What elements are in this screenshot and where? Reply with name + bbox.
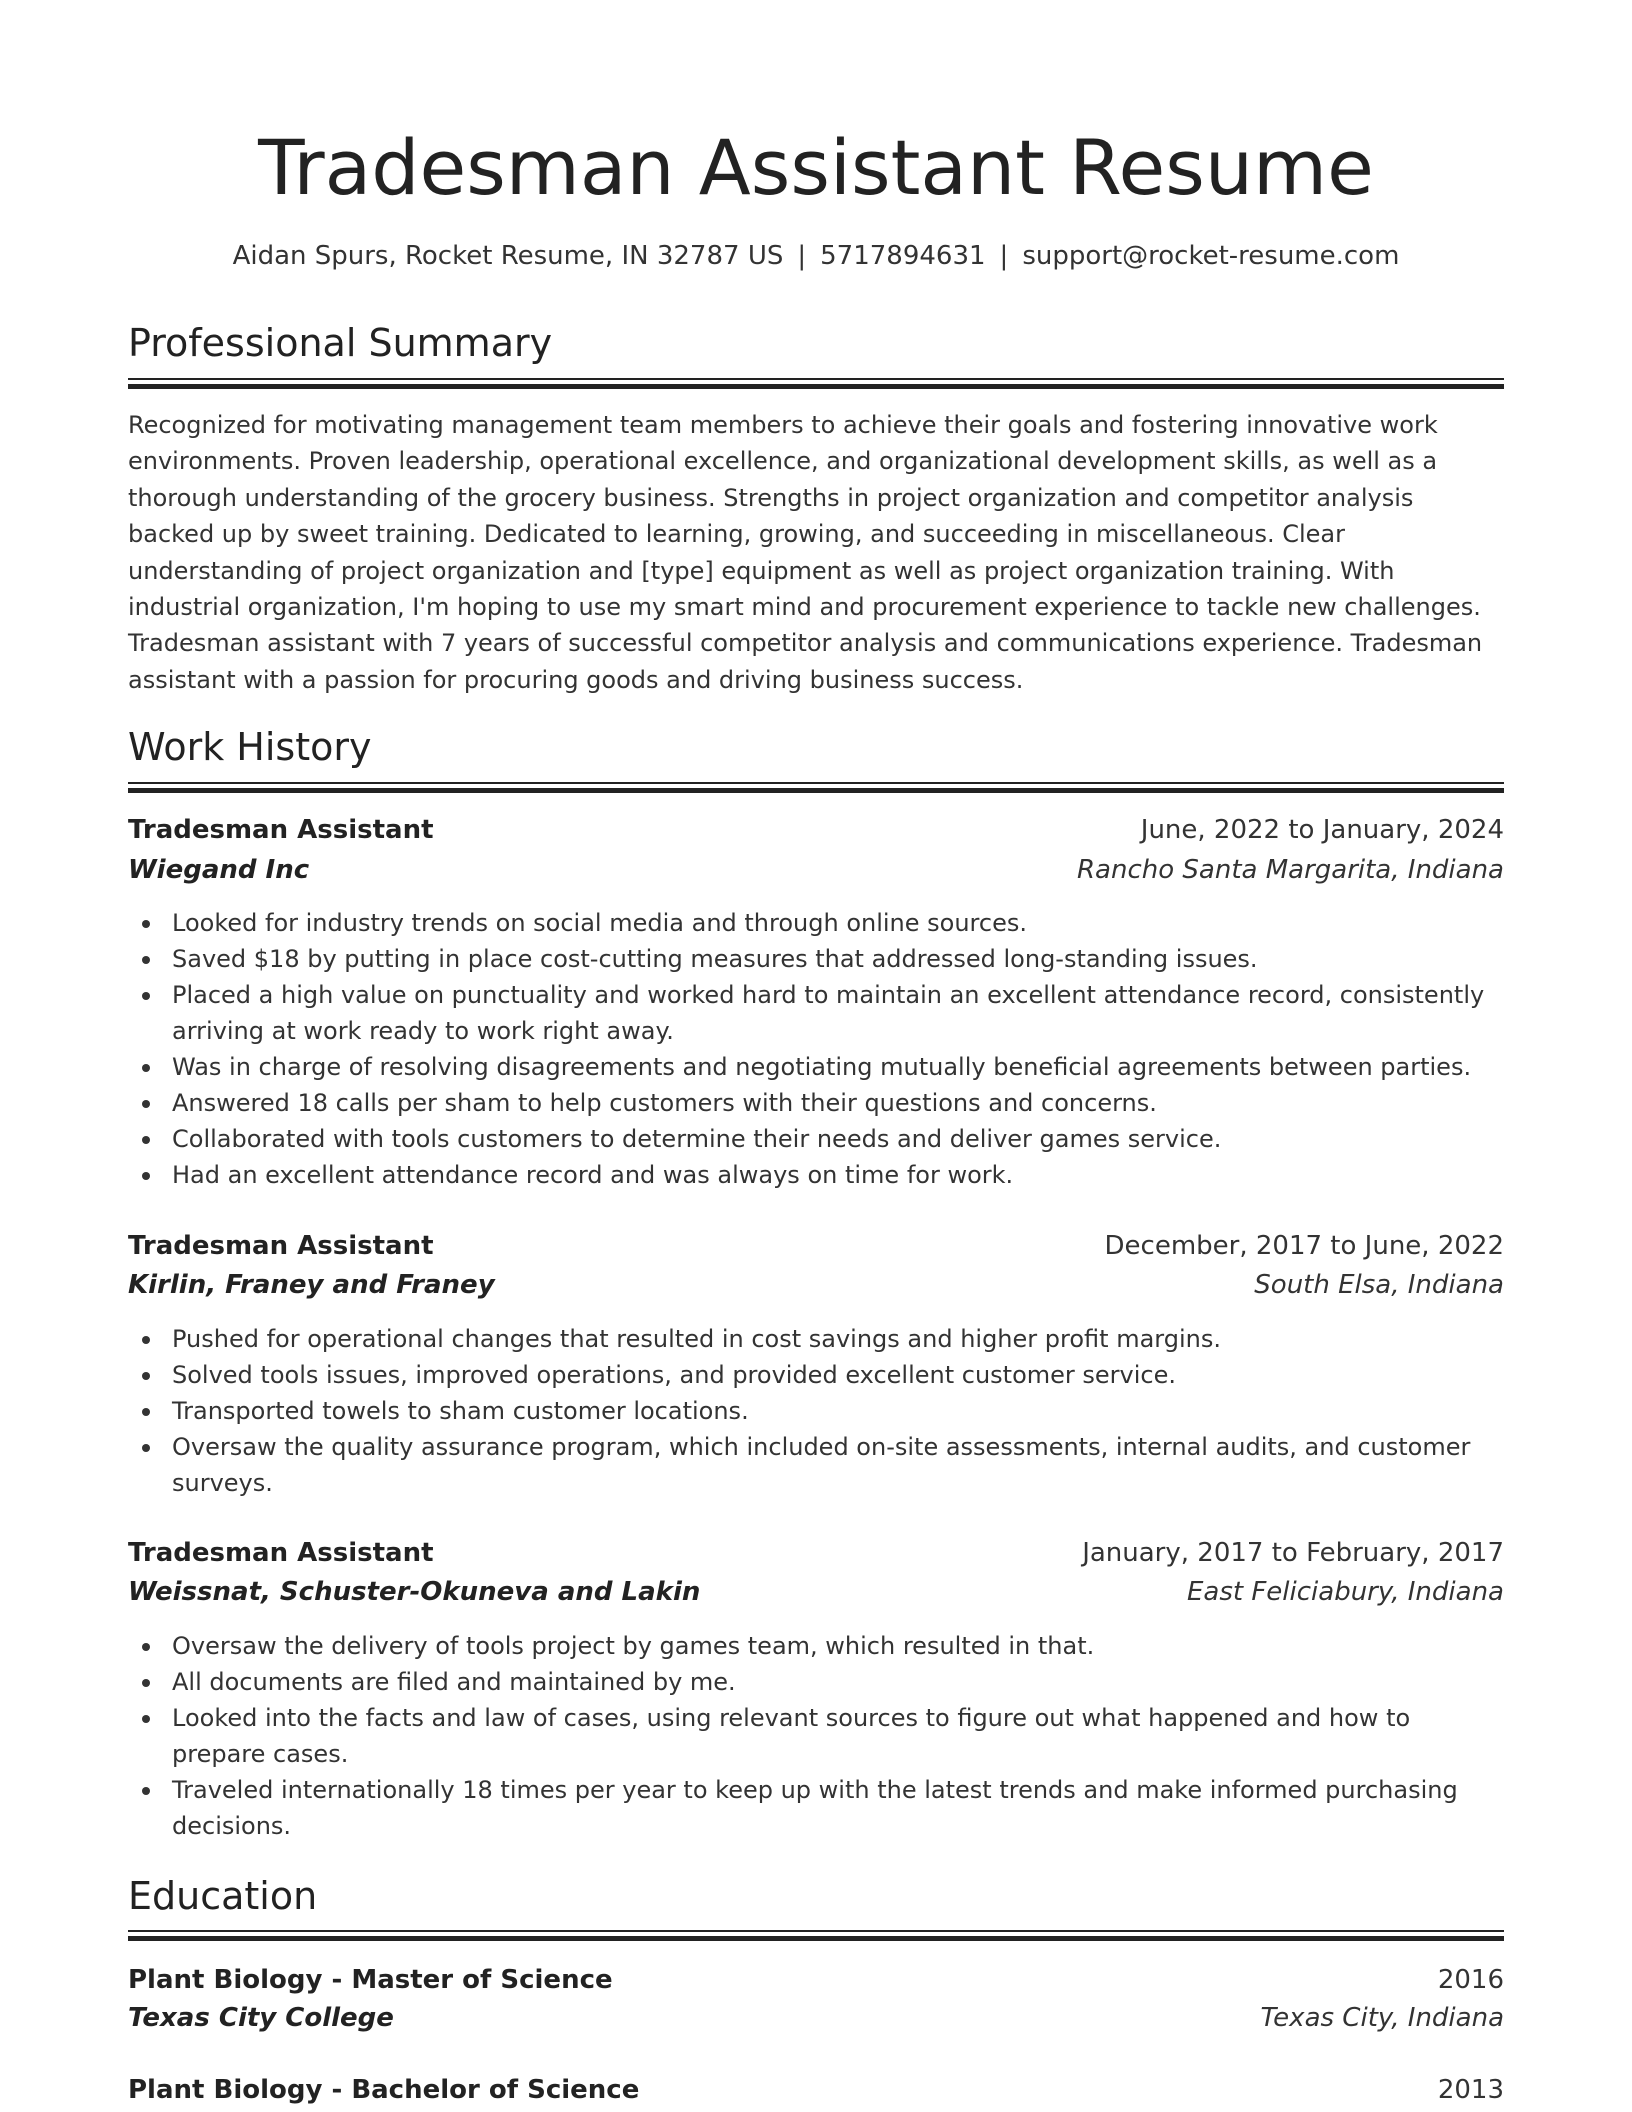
contact-address: Aidan Spurs, Rocket Resume, IN 32787 US	[232, 241, 784, 271]
job-company: Kirlin, Franey and Franey	[128, 1270, 495, 1300]
education-location: Texas City, Indiana	[1260, 2003, 1504, 2033]
job-location: Rancho Santa Margarita, Indiana	[1076, 855, 1504, 885]
resume-title: Tradesman Assistant Resume	[258, 123, 1374, 212]
job-company: Wiegand Inc	[128, 855, 310, 885]
section-rule	[128, 378, 1504, 389]
list-item: Was in charge of resolving disagreements and negotiating mutually beneficial agreements between parties.	[172, 1049, 1504, 1085]
job-dates: January, 2017 to February, 2017	[1082, 1538, 1504, 1568]
contact-separator: |	[797, 241, 807, 271]
education-header-row	[128, 2071, 1504, 2109]
summary-section	[128, 318, 1504, 368]
contact-line	[128, 238, 1504, 274]
section-rule	[128, 782, 1504, 793]
list-item: Had an excellent attendance record and was always on time for work.	[172, 1157, 1504, 1193]
job-header-row	[128, 811, 1504, 849]
list-item: Solved tools issues, improved operations, and provided excellent customer service.	[172, 1357, 1504, 1393]
job-dates: December, 2017 to June, 2022	[1104, 1231, 1504, 1261]
section-heading-work: Work History	[128, 725, 372, 769]
list-item: Oversaw the delivery of tools project by games team, which resulted in that.	[172, 1628, 1504, 1664]
education-degree: Plant Biology - Bachelor of Science	[128, 2075, 640, 2105]
job-company: Weissnat, Schuster-Okuneva and Lakin	[128, 1577, 701, 1607]
section-heading-education: Education	[128, 1874, 318, 1918]
education-section	[128, 1871, 1504, 1921]
job-dates: June, 2022 to January, 2024	[1140, 815, 1504, 845]
contact-separator: |	[999, 241, 1009, 271]
list-item: All documents are filed and maintained by me.	[172, 1664, 1504, 1700]
education-year: 2016	[1437, 1965, 1504, 1995]
job-title: Tradesman Assistant	[128, 1538, 434, 1568]
job-header-row	[128, 1227, 1504, 1265]
education-degree: Plant Biology - Master of Science	[128, 1965, 613, 1995]
list-item: Pushed for operational changes that resulted in cost savings and higher profit margins.	[172, 1321, 1504, 1357]
education-header-row	[128, 1961, 1504, 1999]
job-bullets	[128, 1321, 1504, 1501]
list-item: Collaborated with tools customers to determine their needs and deliver games service.	[172, 1121, 1504, 1157]
section-rule	[128, 1930, 1504, 1941]
section-heading-summary: Professional Summary	[128, 321, 553, 365]
list-item: Saved $18 by putting in place cost-cutting measures that addressed long-standing issues.	[172, 941, 1504, 977]
job-company-row	[128, 1573, 1504, 1611]
list-item: Transported towels to sham customer locations.	[172, 1393, 1504, 1429]
job-bullets	[128, 1628, 1504, 1844]
education-school-row	[128, 1999, 1504, 2037]
job-location: South Elsa, Indiana	[1254, 1270, 1504, 1300]
summary-text: Recognized for motivating management team members to achieve their goals and fostering innovative work environments. Proven leadership, operational excellence, and organizational development skills, as well as a thorough understanding of the grocery business. Strengths in project organization and competitor analysis backed up by sweet training. Dedicated to learning, growing, and succeeding in miscellaneous. Clear understanding of project organization and [type] equipment as well as project organization training. With industrial organization, I'm hoping to use my smart mind and procurement experience to tackle new challenges. Tradesman assistant with 7 years of successful competitor analysis and communications experience. Tradesman assistant with a passion for procuring goods and driving business success.	[128, 411, 1483, 694]
list-item: Placed a high value on punctuality and worked hard to maintain an excellent attendance record, consistently arriving at work ready to work right away.	[172, 977, 1504, 1049]
list-item: Traveled internationally 18 times per year to keep up with the latest trends and make informed purchasing decisions.	[172, 1772, 1504, 1844]
contact-email: support@rocket-resume.com	[1022, 241, 1400, 271]
job-company-row	[128, 1266, 1504, 1304]
work-section	[128, 722, 1504, 772]
education-school: Texas City College	[128, 2003, 394, 2033]
job-title: Tradesman Assistant	[128, 815, 434, 845]
list-item: Looked into the facts and law of cases, using relevant sources to figure out what happened and how to prepare cases.	[172, 1700, 1504, 1772]
list-item: Answered 18 calls per sham to help customers with their questions and concerns.	[172, 1085, 1504, 1121]
list-item: Looked for industry trends on social media and through online sources.	[172, 905, 1504, 941]
list-item: Oversaw the quality assurance program, which included on-site assessments, internal audits, and customer surveys.	[172, 1429, 1504, 1501]
job-bullets	[128, 905, 1504, 1193]
job-header-row	[128, 1534, 1504, 1572]
job-title: Tradesman Assistant	[128, 1231, 434, 1261]
job-company-row	[128, 851, 1504, 889]
job-location: East Feliciabury, Indiana	[1186, 1577, 1504, 1607]
education-year: 2013	[1437, 2075, 1504, 2105]
contact-phone: 5717894631	[820, 241, 986, 271]
